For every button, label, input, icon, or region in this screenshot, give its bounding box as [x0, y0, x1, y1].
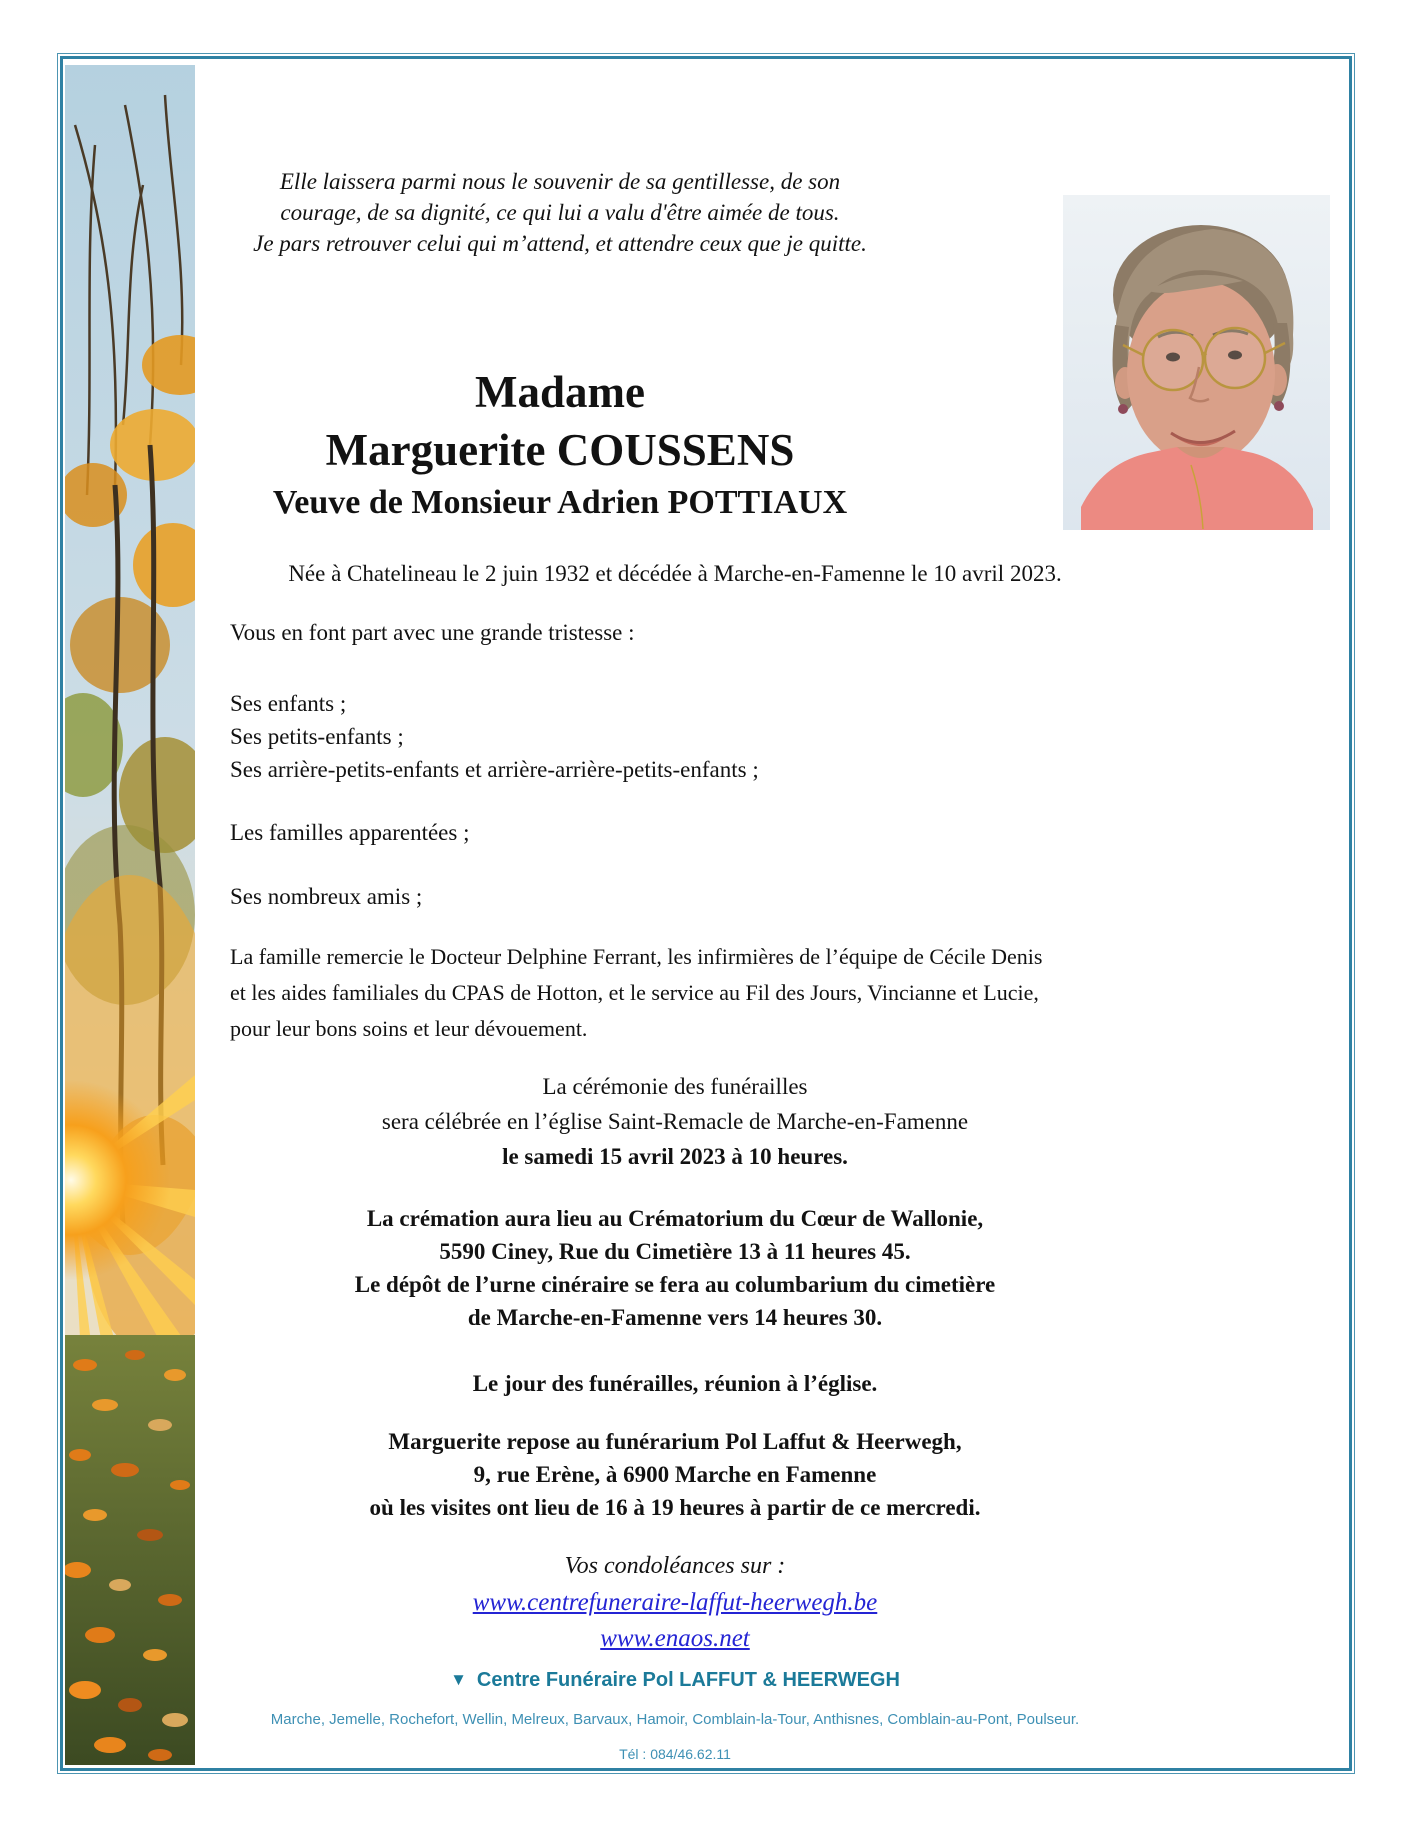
repose-line: où les visites ont lieu de 16 à 19 heures à partir de ce mercredi. — [369, 1495, 981, 1520]
mourner-line: Ses enfants ; — [230, 691, 347, 716]
cremation-line: de Marche-en-Famenne vers 14 heures 30. — [467, 1305, 883, 1330]
quote-line: Elle laissera parmi nous le souvenir de sa gentillesse, de son — [279, 169, 841, 194]
ceremony-date-line: le samedi 15 avril 2023 à 10 heures. — [502, 1144, 848, 1169]
enaos-link[interactable]: www.enaos.net — [600, 1625, 750, 1652]
cremation-block — [230, 1202, 1120, 1334]
thanks-paragraph — [230, 939, 1120, 1047]
funeral-home-link[interactable]: www.centrefuneraire-laffut-heerwegh.be — [472, 1589, 878, 1616]
repose-block — [230, 1425, 1120, 1524]
repose-line: 9, rue Erène, à 6900 Marche en Famenne — [473, 1462, 877, 1487]
deceased-title — [230, 363, 890, 527]
cremation-line: 5590 Ciney, Rue du Cimetière 13 à 11 heures 45. — [439, 1239, 911, 1264]
condolences-label: Vos condoléances sur : — [564, 1553, 786, 1579]
phone-line: Tél : 084/46.62.11 — [619, 1746, 731, 1762]
autumn-trees-photo — [65, 65, 195, 1765]
branch-towns-line: Marche, Jemelle, Rochefort, Wellin, Melreux, Barvaux, Hamoir, Comblain-la-Tour, Anthisnes, Comblain-au-Pont, Poulseur. — [270, 1711, 1080, 1728]
thanks-line: et les aides familiales du CPAS de Hotton, et le service au Fil des Jours, Vincianne et Lucie, — [230, 980, 1039, 1005]
ceremony-line: sera célébrée en l’église Saint-Remacle de Marche-en-Famenne — [381, 1109, 969, 1134]
notice-body — [230, 0, 1120, 1763]
cremation-line: La crémation aura lieu au Crématorium du Cœur de Wallonie, — [366, 1206, 984, 1231]
thanks-line: La famille remercie le Docteur Delphine Ferrant, les infirmières de l’équipe de Cécile Denis — [230, 944, 1043, 969]
friends-line: Ses nombreux amis ; — [230, 884, 423, 909]
birth-death-line: Née à Chatelineau le 2 juin 1932 et décédée à Marche-en-Famenne le 10 avril 2023. — [288, 561, 1062, 586]
salutation: Madame — [475, 367, 645, 417]
triangle-icon: ▼ — [450, 1670, 467, 1689]
mourners-list — [230, 687, 1120, 786]
quote-line: courage, de sa dignité, ce qui lui a valu d'être aimée de tous. — [280, 200, 840, 225]
repose-line: Marguerite repose au funérarium Pol Laffut & Heerwegh, — [388, 1429, 962, 1454]
announcement-line: Vous en font part avec une grande tristesse : — [230, 620, 635, 645]
quote-line: Je pars retrouver celui qui m’attend, et attendre ceux que je quitte. — [253, 231, 867, 256]
families-line: Les familles apparentées ; — [230, 820, 470, 845]
mourner-line: Ses petits-enfants ; — [230, 724, 404, 749]
reunion-line: Le jour des funérailles, réunion à l’église. — [472, 1371, 878, 1396]
widow-line: Veuve de Monsieur Adrien POTTIAUX — [272, 484, 848, 521]
thanks-line: pour leur bons soins et leur dévouement. — [230, 1016, 588, 1041]
cremation-line: Le dépôt de l’urne cinéraire se fera au columbarium du cimetière — [354, 1272, 996, 1297]
mourner-line: Ses arrière-petits-enfants et arrière-arrière-petits-enfants ; — [230, 757, 759, 782]
ceremony-line: La cérémonie des funérailles — [542, 1074, 808, 1099]
funeral-home-name: Centre Funéraire Pol LAFFUT & HEERWEGH — [476, 1669, 900, 1691]
funeral-home-brand — [230, 1667, 1120, 1694]
memorial-quote — [230, 166, 890, 259]
deceased-name: Marguerite COUSSENS — [325, 425, 795, 475]
ceremony-block — [230, 1069, 1120, 1174]
condolence-links — [230, 1585, 1120, 1657]
